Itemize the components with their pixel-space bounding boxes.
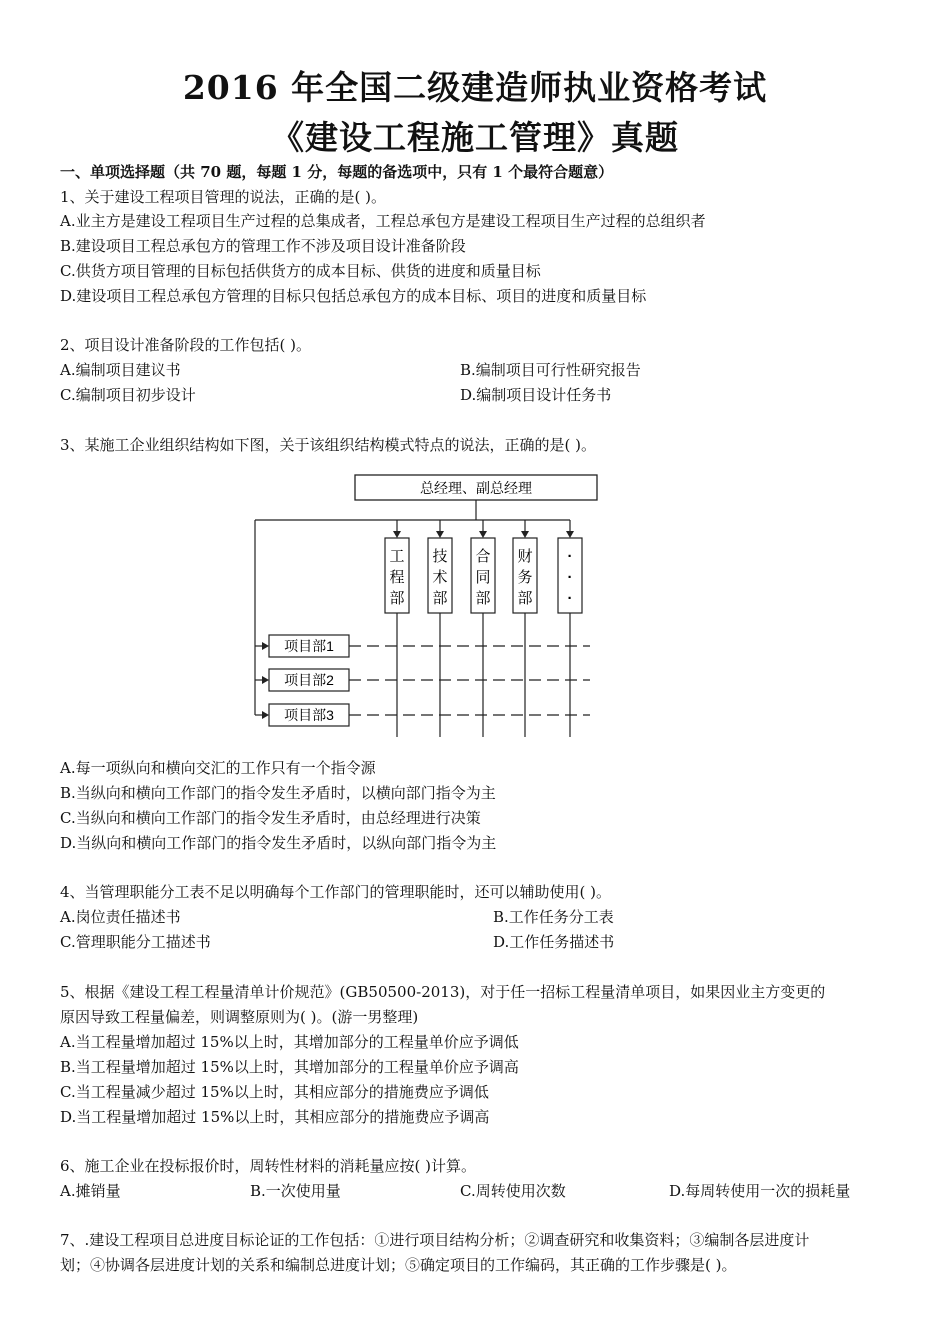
section-heading: 一、单项选择题（共 70 题，每题 1 分，每题的备选项中，只有 1 个最符合题意） (60, 163, 614, 181)
svg-text:·: · (567, 548, 573, 565)
q2-option-c: C.编制项目初步设计 (60, 386, 196, 404)
svg-text:财: 财 (517, 548, 533, 565)
q3-option-c: C.当纵向和横向工作部门的指令发生矛盾时，由总经理进行决策 (60, 809, 481, 827)
q6-option-d: D.每周转使用一次的损耗量 (669, 1182, 851, 1200)
svg-text:同: 同 (475, 569, 491, 586)
page-title: 2016 年全国二级建造师执业资格考试 (182, 68, 768, 107)
q3-stem: 3、某施工企业组织结构如下图，关于该组织结构模式特点的说法，正确的是( )。 (60, 436, 597, 454)
project-dept-3 (255, 704, 590, 726)
top-management-label: 总经理、副总经理 (420, 480, 532, 496)
dept-connectors (393, 520, 574, 538)
svg-text:项目部2: 项目部2 (284, 672, 334, 688)
svg-text:部: 部 (517, 590, 533, 607)
project-dept-1 (255, 635, 590, 657)
q4-option-b: B.工作任务分工表 (493, 908, 614, 926)
svg-text:技: 技 (432, 548, 448, 565)
q4-option-a: A.岗位责任描述书 (60, 908, 181, 926)
svg-text:部: 部 (389, 590, 405, 607)
svg-text:工: 工 (389, 548, 405, 565)
q3-option-b: B.当纵向和横向工作部门的指令发生矛盾时，以横向部门指令为主 (60, 784, 496, 802)
svg-text:部: 部 (432, 590, 448, 607)
q6-option-b: B.一次使用量 (250, 1182, 341, 1200)
dept-engineering (385, 538, 409, 613)
q5-stem-line1: 5、根据《建设工程工程量清单计价规范》(GB50500-2013)，对于任一招标工程量清单项目，如果因业主方变更的 (60, 983, 826, 1001)
q2-option-d: D.编制项目设计任务书 (460, 386, 612, 404)
svg-text:项目部1: 项目部1 (284, 638, 334, 654)
q6-option-a: A.摊销量 (60, 1182, 121, 1200)
q3-option-a: A.每一项纵向和横向交汇的工作只有一个指令源 (60, 759, 376, 777)
q3-option-d: D.当纵向和横向工作部门的指令发生矛盾时，以纵向部门指令为主 (60, 834, 497, 852)
dept-finance (513, 538, 537, 613)
q2-stem: 2、项目设计准备阶段的工作包括( )。 (60, 336, 312, 354)
dept-more (558, 538, 582, 613)
dept-technology (428, 538, 452, 613)
q5-option-a: A.当工程量增加超过 15%以上时，其增加部分的工程量单价应予调低 (60, 1033, 519, 1051)
project-dept-2 (255, 669, 590, 691)
svg-text:部: 部 (475, 590, 491, 607)
q4-option-d: D.工作任务描述书 (493, 933, 615, 951)
svg-text:项目部3: 项目部3 (284, 707, 334, 723)
svg-text:·: · (567, 569, 573, 586)
svg-text:术: 术 (432, 569, 448, 586)
q5-option-c: C.当工程量减少超过 15%以上时，其相应部分的措施费应予调低 (60, 1083, 489, 1101)
svg-text:务: 务 (517, 569, 533, 586)
q1-option-d: D.建设项目工程总承包方管理的目标只包括总承包方的成本目标、项目的进度和质量目标 (60, 287, 647, 305)
q6-stem: 6、施工企业在投标报价时，周转性材料的消耗量应按( )计算。 (60, 1157, 477, 1175)
q7-stem-line2: 划；④协调各层进度计划的关系和编制总进度计划；⑤确定项目的工作编码，其正确的工作步骤是( )。 (60, 1256, 737, 1274)
dept-contract (471, 538, 495, 613)
page-subtitle: 《建设工程施工管理》真题 (271, 118, 679, 157)
q4-option-c: C.管理职能分工描述书 (60, 933, 211, 951)
svg-text:合: 合 (475, 548, 491, 565)
q7-stem-line1: 7、.建设工程项目总进度目标论证的工作包括：①进行项目结构分析；②调查研究和收集资料；③编制各层进度计 (60, 1231, 810, 1249)
svg-text:程: 程 (389, 569, 405, 586)
q6-option-c: C.周转使用次数 (460, 1182, 566, 1200)
q5-stem-line2: 原因导致工程量偏差，则调整原则为( )。(游一男整理) (60, 1008, 419, 1026)
q5-option-b: B.当工程量增加超过 15%以上时，其增加部分的工程量单价应予调高 (60, 1058, 519, 1076)
q1-option-c: C.供货方项目管理的目标包括供货方的成本目标、供货的进度和质量目标 (60, 262, 541, 280)
q2-option-a: A.编制项目建议书 (60, 361, 181, 379)
q1-option-b: B.建设项目工程总承包方的管理工作不涉及项目设计准备阶段 (60, 237, 466, 255)
q1-stem: 1、关于建设工程项目管理的说法，正确的是( )。 (60, 188, 387, 206)
svg-text:·: · (567, 590, 573, 607)
org-chart-diagram (240, 465, 600, 745)
q4-stem: 4、当管理职能分工表不足以明确每个工作部门的管理职能时，还可以辅助使用( )。 (60, 883, 612, 901)
q5-option-d: D.当工程量增加超过 15%以上时，其相应部分的措施费应予调高 (60, 1108, 490, 1126)
q2-option-b: B.编制项目可行性研究报告 (460, 361, 641, 379)
q1-option-a: A.业主方是建设工程项目生产过程的总集成者，工程总承包方是建设工程项目生产过程的总组织者 (60, 212, 706, 230)
